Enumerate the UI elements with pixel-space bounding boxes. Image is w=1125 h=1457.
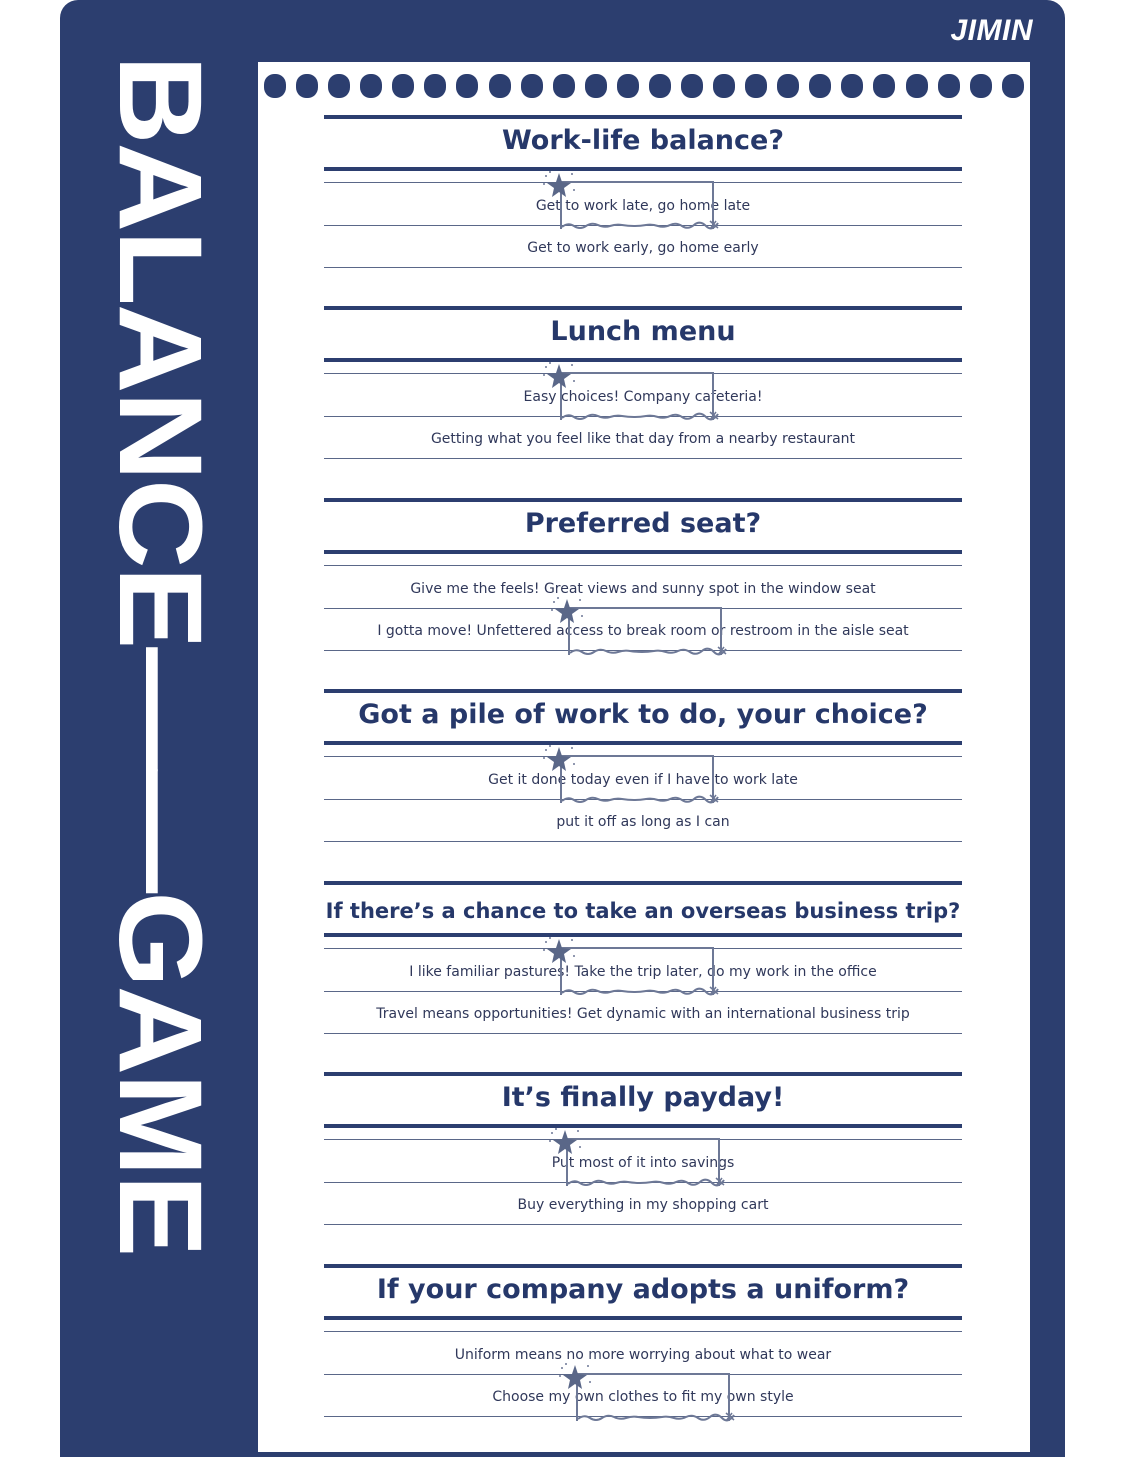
rule-line: [324, 565, 962, 566]
rule-line: [324, 458, 962, 459]
side-title: [94, 55, 226, 1450]
question-title: If there’s a chance to take an overseas business trip?: [325, 899, 961, 923]
squiggle-underline: [568, 646, 730, 656]
option-1[interactable]: Put most of it into savings: [551, 1155, 735, 1171]
option-1[interactable]: Uniform means no more worrying about what to wear: [454, 1347, 832, 1363]
rule-line: [324, 650, 962, 651]
binder-hole: [617, 74, 639, 98]
rule-line: [324, 799, 962, 800]
rule-line: [324, 1416, 962, 1417]
binder-hole: [489, 74, 511, 98]
question-bottom-rule: [324, 1316, 962, 1320]
binder-hole: [681, 74, 703, 98]
question-6: [324, 1072, 962, 1237]
question-bottom-rule: [324, 167, 962, 171]
rule-line: [324, 948, 962, 949]
binder-hole: [585, 74, 607, 98]
question-title: If your company adopts a uniform?: [376, 1274, 910, 1305]
question-top-rule: [324, 1264, 962, 1268]
question-top-rule: [324, 1072, 962, 1076]
question-top-rule: [324, 689, 962, 693]
binder-hole: [938, 74, 960, 98]
rule-line: [324, 1033, 962, 1034]
rule-line: [324, 1374, 962, 1375]
rule-line: [324, 267, 962, 268]
option-1[interactable]: Get it done today even if I have to work late: [488, 772, 798, 788]
binder-hole: [392, 74, 414, 98]
option-1[interactable]: Give me the feels! Great views and sunny spot in the window seat: [410, 581, 876, 597]
binder-hole: [745, 74, 767, 98]
question-1: [324, 115, 962, 280]
question-top-rule: [324, 306, 962, 310]
rule-line: [324, 756, 962, 757]
question-bottom-rule: [324, 1124, 962, 1128]
binder-hole: [521, 74, 543, 98]
binder-hole: [970, 74, 992, 98]
binder-hole: [906, 74, 928, 98]
rule-line: [324, 373, 962, 374]
rule-line: [324, 1139, 962, 1140]
binder-hole: [649, 74, 671, 98]
option-2[interactable]: put it off as long as I can: [556, 814, 730, 830]
question-title: Got a pile of work to do, your choice?: [358, 699, 928, 730]
option-2[interactable]: Travel means opportunities! Get dynamic with an international business trip: [376, 1006, 910, 1022]
question-top-rule: [324, 881, 962, 885]
question-bottom-rule: [324, 933, 962, 937]
binder-hole: [1002, 74, 1024, 98]
squiggle-underline: [576, 1412, 738, 1422]
rule-line: [324, 841, 962, 842]
binder-hole: [777, 74, 799, 98]
binder-holes: [264, 74, 1024, 100]
rule-line: [324, 608, 962, 609]
option-2[interactable]: Choose my own clothes to fit my own style: [492, 1389, 794, 1405]
question-top-rule: [324, 498, 962, 502]
rule-line: [324, 1224, 962, 1225]
question-title: Work-life balance?: [501, 125, 785, 156]
option-2[interactable]: Buy everything in my shopping cart: [517, 1197, 769, 1213]
binder-hole: [296, 74, 318, 98]
binder-hole: [264, 74, 286, 98]
binder-hole: [809, 74, 831, 98]
question-bottom-rule: [324, 550, 962, 554]
rule-line: [324, 1331, 962, 1332]
notebook-paper: [258, 62, 1030, 1452]
question-7: [324, 1264, 962, 1429]
question-5: [324, 881, 962, 1046]
question-bottom-rule: [324, 741, 962, 745]
question-4: [324, 689, 962, 854]
binder-hole: [424, 74, 446, 98]
binder-hole: [328, 74, 350, 98]
question-3: [324, 498, 962, 663]
option-2[interactable]: I gotta move! Unfettered access to break room or restroom in the aisle seat: [377, 623, 909, 639]
balance-game-card: [60, 0, 1065, 1457]
question-top-rule: [324, 115, 962, 119]
binder-hole: [873, 74, 895, 98]
question-2: [324, 306, 962, 471]
rule-line: [324, 225, 962, 226]
binder-hole: [841, 74, 863, 98]
question-title: Lunch menu: [550, 316, 736, 347]
question-title: Preferred seat?: [524, 508, 762, 539]
binder-hole: [360, 74, 382, 98]
rule-line: [324, 1182, 962, 1183]
option-1[interactable]: Get to work late, go home late: [535, 198, 751, 214]
question-title: It’s finally payday!: [501, 1082, 785, 1113]
binder-hole: [553, 74, 575, 98]
option-1[interactable]: I like familiar pastures! Take the trip later, do my work in the office: [409, 964, 877, 980]
option-2[interactable]: Get to work early, go home early: [527, 240, 759, 256]
member-name: JIMIN: [950, 14, 1033, 47]
question-bottom-rule: [324, 358, 962, 362]
rule-line: [324, 991, 962, 992]
option-1[interactable]: Easy choices! Company cafeteria!: [523, 389, 763, 405]
option-2[interactable]: Getting what you feel like that day from a nearby restaurant: [430, 431, 856, 447]
side-title-text: BALANCE——GAME: [94, 55, 226, 1256]
binder-hole: [713, 74, 735, 98]
binder-hole: [456, 74, 478, 98]
rule-line: [324, 416, 962, 417]
rule-line: [324, 182, 962, 183]
